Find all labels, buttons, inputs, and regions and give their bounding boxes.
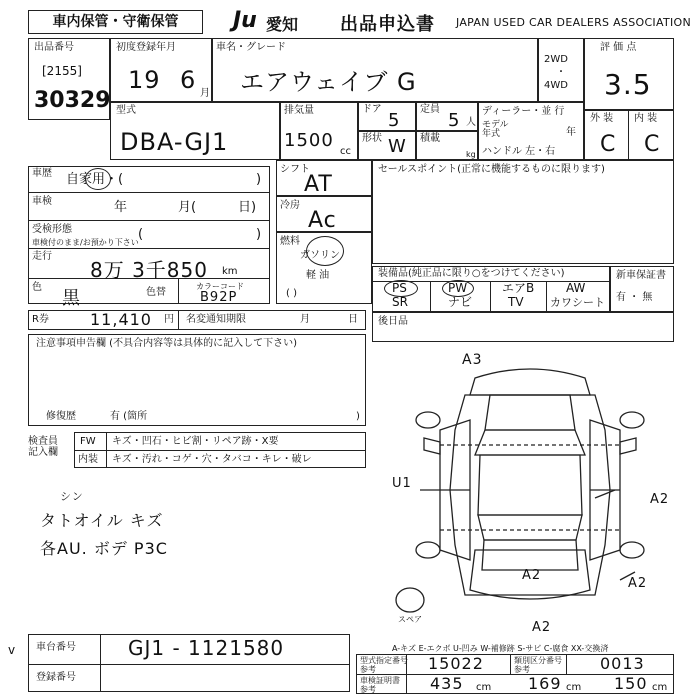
equip-tv: TV <box>508 295 524 309</box>
inspection-label: 車検 <box>32 196 52 207</box>
equip-navi: ナビ <box>448 295 473 309</box>
int-grade: C <box>644 132 661 157</box>
year-unit: 年 <box>566 127 576 138</box>
lot-number: 30329 <box>34 88 111 113</box>
shape-label: 形状 <box>362 133 382 144</box>
diagram-label-a2-rear: A2 <box>628 576 648 591</box>
displacement-label: 排気量 <box>284 105 314 116</box>
color-code-value: B92P <box>200 290 238 305</box>
spare-label: スペア <box>398 615 422 624</box>
r-ticket-label: R券 <box>32 314 49 325</box>
first-reg-month: 6 <box>180 66 197 94</box>
sales-point-box <box>372 160 674 264</box>
month-unit: 月 <box>200 88 210 99</box>
fuel-selected-circle <box>306 236 344 266</box>
repair-value: 有 (箇所 <box>110 411 148 422</box>
name-change-month: 月 <box>300 314 310 325</box>
doors-label: ドア <box>362 104 382 115</box>
length-value: 435 <box>430 674 464 693</box>
inspect-paren-open: ( <box>138 227 144 242</box>
score-value: 3.5 <box>604 68 652 101</box>
form-title: 出品申込書 <box>340 14 435 35</box>
color-label: 色 <box>32 282 42 293</box>
yen-unit: 円 <box>164 314 174 325</box>
ext-label: 外 装 <box>590 113 614 124</box>
chassis-number: GJ1 - 1121580 <box>128 636 285 660</box>
repair-close: ) <box>356 411 360 422</box>
person-unit: 人 <box>466 117 476 128</box>
name-change-label: 名変通知期限 <box>186 314 246 325</box>
diagram-label-a2-right: A2 <box>650 492 670 507</box>
ext-grade: C <box>600 132 617 157</box>
color-value: 黒 <box>62 288 81 309</box>
shift-value: AT <box>304 172 333 197</box>
page-header-title: 車内保管・守衛保管 <box>28 10 203 34</box>
association-name: JAPAN USED CAR DEALERS ASSOCIATION <box>456 16 691 29</box>
registration-label: 登録番号 <box>36 672 76 683</box>
equip-pw-circle <box>442 280 474 297</box>
diagram-label-a2-center: A2 <box>522 568 542 583</box>
first-reg-label: 初度登録年月 <box>116 42 176 53</box>
diagram-label-u1: U1 <box>392 476 412 491</box>
equip-sr: SR <box>392 295 408 309</box>
lot-label: 出品番号 <box>34 42 74 53</box>
car-name-label: 車名・グレード <box>216 42 286 53</box>
first-reg-year: 19 <box>128 66 161 94</box>
doors-value: 5 <box>388 110 401 131</box>
warranty-value: 有 ・ 無 <box>616 292 653 303</box>
color-change-label: 色替 <box>146 287 166 298</box>
chassis-label: 車台番号 <box>36 642 76 653</box>
shift-label: シフト <box>280 164 310 175</box>
vehicle-type-circle <box>85 168 111 190</box>
inspect-form-sub: 車検付のまま/お預かり下さい <box>32 238 139 247</box>
handwritten-note-2: タトオイル キズ <box>40 511 164 530</box>
model-year-label <box>482 121 509 139</box>
model-value: DBA-GJ1 <box>120 128 229 156</box>
ac-value: Ac <box>308 208 337 233</box>
equip-aw: AW <box>566 281 586 295</box>
equip-pw: PW <box>448 281 468 295</box>
length-unit: cm <box>476 682 492 693</box>
height-value: 150 <box>614 674 648 693</box>
int-label: 内 装 <box>634 113 658 124</box>
fw-items: キズ・凹石・ヒビ割・リペア跡・X要 <box>112 436 279 447</box>
inspection-year: 年 <box>114 200 128 215</box>
fuel-other: ( ) <box>286 288 297 299</box>
drive-2wd: 2WD <box>544 54 568 65</box>
handwritten-note-3: 各AU. ボデ P3C <box>40 539 168 558</box>
fuel-gasoline: ガソリン <box>300 250 340 261</box>
sales-point-label: セールスポイント(正常に機能するものに限ります) <box>378 164 605 175</box>
cert-label: 車検証明書 参考 <box>360 676 400 694</box>
r-ticket-value: 11,410 <box>90 310 152 329</box>
mileage-label: 走行 <box>32 251 52 262</box>
shape-value: W <box>388 136 407 157</box>
dealer-label: ディーラー・並 行 <box>482 106 565 117</box>
interior-items: キズ・汚れ・コゲ・穴・タバコ・キレ・破レ <box>112 454 312 465</box>
load-label: 積載 <box>420 133 440 144</box>
repair-label: 修復歴 <box>46 411 76 422</box>
kg-unit: kg <box>466 150 476 159</box>
vehicle-type-label: 車歴 <box>32 168 52 179</box>
ju-logo: Ju <box>233 8 257 33</box>
class-no-label: 類別区分番号 参考 <box>514 656 562 674</box>
inspect-form-label: 受検形態 <box>32 224 72 235</box>
name-change-day: 日 <box>348 314 358 325</box>
car-damage-diagram <box>380 350 680 640</box>
diagram-label-a2-bottom: A2 <box>532 620 552 635</box>
lot-sub-number: [2155] <box>42 64 82 78</box>
vehicle-type-close: ) <box>256 172 262 187</box>
damage-legend: A-キズ E-エクボ U-凹み W-補修跡 S-サビ C-腐食 XX-交換済 <box>392 644 609 653</box>
equip-ps: PS <box>392 281 407 295</box>
drive-dot: ・ <box>556 67 566 78</box>
width-unit: cm <box>566 682 582 693</box>
inspection-day: 日) <box>238 200 257 215</box>
capacity-value: 5 <box>448 110 461 131</box>
mileage-value: 8万 3千850 <box>90 258 208 282</box>
handwritten-note-1: シン <box>60 490 84 503</box>
km-unit: km <box>222 266 238 277</box>
car-name: エアウェイブ G <box>240 68 417 96</box>
notes-label: 注意事項申告欄 (不具合内容等は具体的に記入して下さい) <box>36 338 297 349</box>
displacement-value: 1500 <box>284 130 334 151</box>
fuel-diesel: 軽 油 <box>306 270 330 281</box>
type-no-value: 15022 <box>428 654 484 673</box>
warranty-label: 新車保証書 <box>616 270 666 281</box>
model-label: 型式 <box>116 105 136 116</box>
class-no-value: 0013 <box>600 654 645 673</box>
equipment-label: 装備品(純正品に限り○をつけてください) <box>378 268 565 279</box>
ac-label: 冷房 <box>280 200 300 211</box>
fuel-label: 燃料 <box>280 236 300 247</box>
inspector-label: 検査員 記入欄 <box>28 436 58 458</box>
color-code-label: カラーコード <box>196 282 244 291</box>
handle-label: ハンドル 左・右 <box>482 146 556 157</box>
type-no-label: 型式指定番号 参考 <box>360 656 408 674</box>
interior-label: 内装 <box>78 454 98 465</box>
inspect-paren-close: ) <box>256 227 262 242</box>
width-value: 169 <box>528 674 562 693</box>
model-year-text: モデル 年式 <box>482 120 509 139</box>
equip-ps-circle <box>384 280 418 297</box>
equip-leather: カワシート <box>550 296 605 309</box>
equip-airbag: エアB <box>502 281 535 295</box>
capacity-label: 定員 <box>420 104 440 115</box>
score-label: 評 価 点 <box>600 42 637 53</box>
after-items-label: 後日品 <box>378 316 408 327</box>
cc-unit: cc <box>340 146 351 157</box>
fw-label: FW <box>80 436 96 447</box>
v-mark: v <box>8 643 17 657</box>
org-name: 愛知 <box>266 15 299 34</box>
inspection-month: 月( <box>178 200 197 215</box>
vehicle-type-value: 自家用・( <box>66 172 124 187</box>
diagram-label-a3: A3 <box>462 352 483 368</box>
drive-4wd: 4WD <box>544 80 568 91</box>
height-unit: cm <box>652 682 668 693</box>
after-items-box <box>372 312 674 342</box>
